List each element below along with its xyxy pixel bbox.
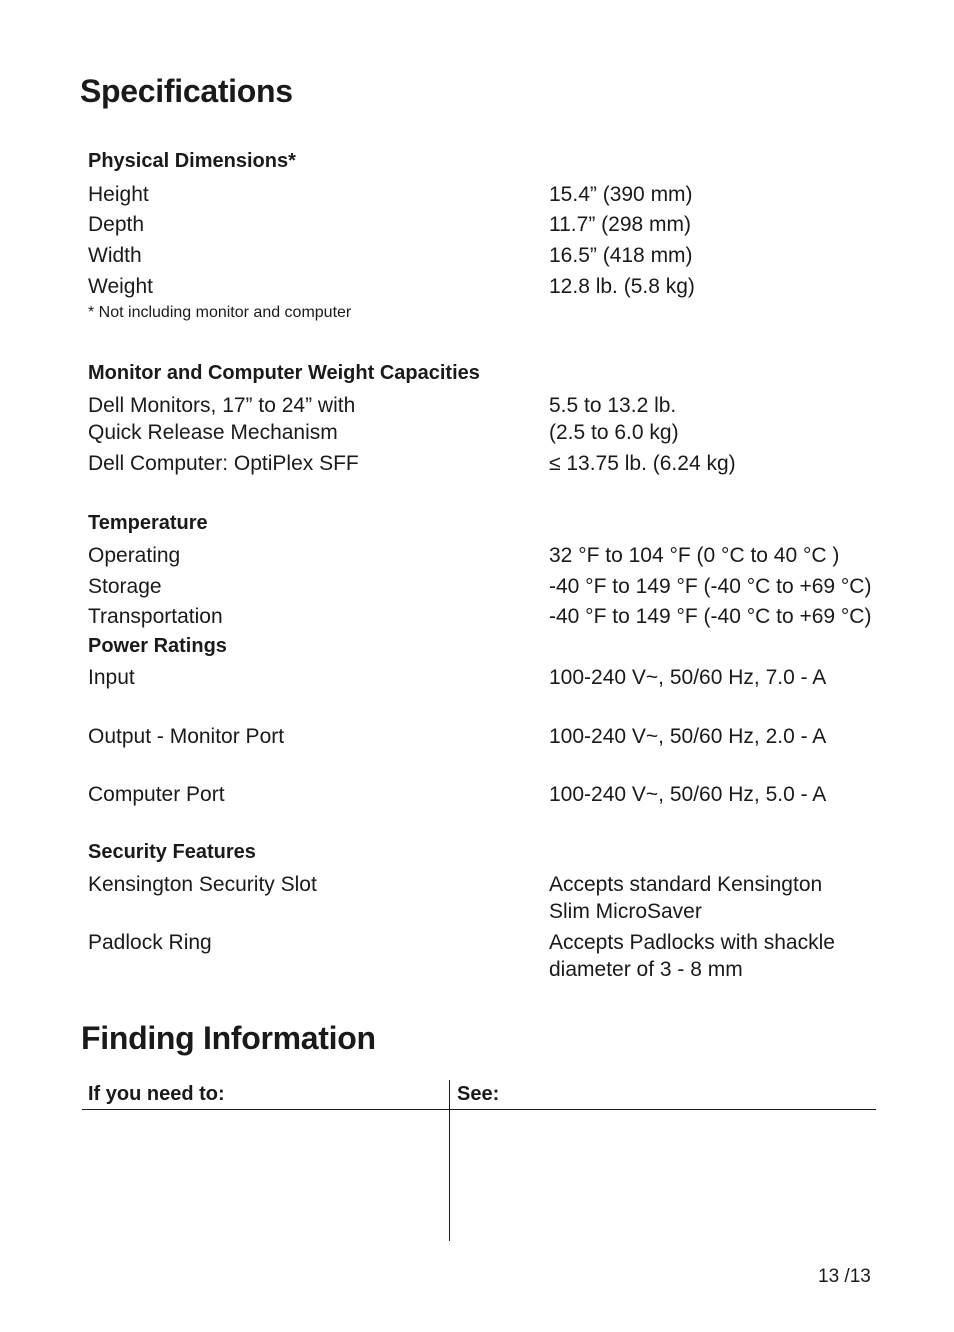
spec-label: Width: [88, 244, 142, 267]
section-heading-temperature: Temperature: [88, 512, 208, 534]
spec-label: Weight: [88, 275, 153, 298]
spec-value: 32 °F to 104 °F (0 °C to 40 °C ): [549, 544, 840, 567]
spec-label: Transportation: [88, 605, 223, 628]
section-heading-power-ratings: Power Ratings: [88, 635, 227, 657]
spec-value: ≤ 13.75 lb. (6.24 kg): [549, 452, 736, 475]
spec-label: Computer Port: [88, 783, 225, 806]
page-title: Specifications: [80, 73, 293, 109]
finding-information-title: Finding Information: [81, 1020, 376, 1056]
spec-label: Kensington Security Slot: [88, 873, 317, 896]
table-column-divider: [449, 1080, 450, 1241]
footnote: * Not including monitor and computer: [88, 304, 352, 321]
spec-value: Accepts Padlocks with shackle diameter of 3 - 8 mm: [549, 931, 835, 981]
spec-value: 5.5 to 13.2 lb. (2.5 to 6.0 kg): [549, 394, 679, 444]
spec-value: 15.4” (390 mm): [549, 183, 693, 206]
spec-label: Input: [88, 666, 135, 689]
spec-label: Storage: [88, 575, 162, 598]
spec-label: Dell Monitors, 17” to 24” with Quick Release Mechanism: [88, 394, 356, 444]
spec-label: Height: [88, 183, 149, 206]
spec-value: 100-240 V~, 50/60 Hz, 5.0 - A: [549, 783, 827, 806]
spec-value: -40 °F to 149 °F (-40 °C to +69 °C): [549, 605, 872, 628]
spec-value: 100-240 V~, 50/60 Hz, 2.0 - A: [549, 725, 827, 748]
spec-value: Accepts standard Kensington Slim MicroSaver: [549, 873, 823, 923]
section-heading-security-features: Security Features: [88, 841, 256, 863]
section-heading-weight-capacities: Monitor and Computer Weight Capacities: [88, 362, 480, 384]
section-heading-physical-dimensions: Physical Dimensions*: [88, 150, 296, 172]
page-number: 13 /13: [818, 1266, 871, 1287]
spec-label: Padlock Ring: [88, 931, 212, 954]
table-header-rule: [82, 1109, 876, 1110]
spec-label: Dell Computer: OptiPlex SFF: [88, 452, 359, 475]
table-header-see: See:: [457, 1083, 500, 1105]
spec-label: Operating: [88, 544, 181, 567]
spec-value: 12.8 lb. (5.8 kg): [549, 275, 695, 298]
table-header-if-you-need-to: If you need to:: [88, 1083, 225, 1105]
spec-value: 11.7” (298 mm): [549, 213, 691, 236]
spec-label: Output - Monitor Port: [88, 725, 285, 748]
spec-label: Depth: [88, 213, 145, 236]
spec-value: 100-240 V~, 50/60 Hz, 7.0 - A: [549, 666, 827, 689]
spec-value: 16.5” (418 mm): [549, 244, 693, 267]
spec-value: -40 °F to 149 °F (-40 °C to +69 °C): [549, 575, 872, 598]
